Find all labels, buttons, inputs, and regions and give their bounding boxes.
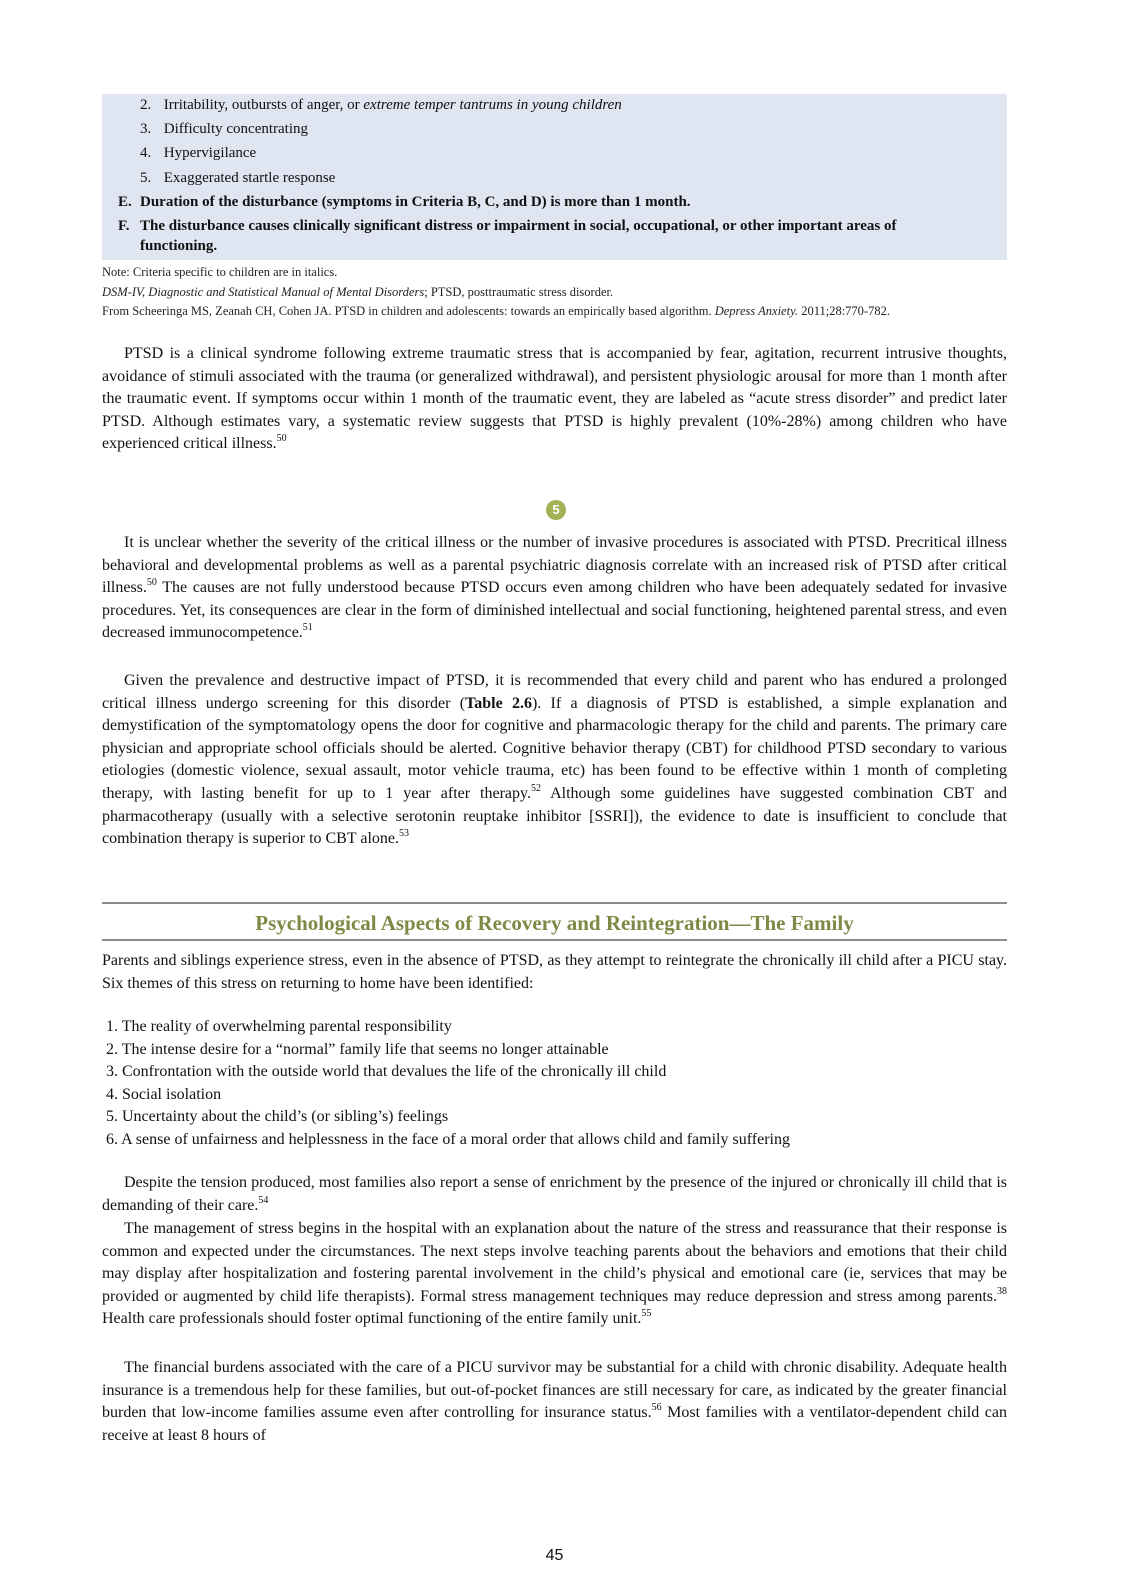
paragraph-text: Despite the tension produced, most families also report a sense of enrichment by the presence of the injured or chronically ill child that is demanding of their care. (102, 1174, 1007, 1214)
table-abbreviations (102, 284, 1002, 300)
item-number: 3. (140, 121, 152, 137)
reference-superscript[interactable]: 50 (146, 577, 157, 589)
page-number: 45 (545, 1547, 564, 1564)
source-citation: 2011;28:770-782. (798, 304, 890, 318)
paragraph-text: ). If a diagnosis of PTSD is established, a simple explanation and demystification of the symptomatology opens the door for cognitive and pharmacologic therapy for the child and parents. The primary care physician and appropriate school officials should be alerted. Cognitive behavior therapy (CBT) for childhood PTSD secondary to various etiologies (domestic violence, sexual assault, motor vehicle trauma, etc) has been found to be effective within 1 month of completing therapy, with lasting benefit for up to 1 year after therapy. (102, 694, 1008, 802)
item-text: Duration of the disturbance (symptoms in Criteria B, C, and D) is more than 1 month. (140, 194, 691, 210)
list-item: 5. Uncertainty about the child’s (or sibling’s) feelings (106, 1108, 449, 1126)
item-text: The disturbance causes clinically significant distress or impairment in social, occupational, or other important areas of functioning. (140, 218, 897, 254)
paragraph-text: Health care professionals should foster optimal functioning of the entire family unit. (102, 1310, 642, 1328)
list-item: 6. A sense of unfairness and helplessness in the face of a moral order that allows child and family suffering (106, 1130, 790, 1148)
list-item: 3. Confrontation with the outside world that devalues the life of the chronically ill child (106, 1063, 667, 1081)
section-number-badge: 5 (546, 500, 566, 520)
item-letter: E. (118, 194, 132, 210)
item-text-italic: extreme temper tantrums in young children (363, 97, 622, 113)
criteria-sub-item (140, 169, 335, 187)
criteria-box (102, 94, 1007, 260)
source-text: From Scheeringa MS, Zeanah CH, Cohen JA. PTSD in children and adolescents: towards an empirically based algorithm. (102, 304, 715, 318)
paragraph-text: The management of stress begins in the hospital with an explanation about the nature of the stress and reassurance that their response is common and expected under the circumstances. The next steps involve teaching parents about the behaviors and emotions that their child may display after hospitalization and fostering parental involvement in the child’s physical and emotional care (ie, services that may be provided or augmented by child life therapists). Formal stress management techniques may reduce depression and stress among parents. (102, 1220, 1007, 1305)
paragraph-text: Given the prevalence and destructive impact of PTSD, it is recommended that every child and parent who has endured a prolonged critical illness undergo screening for this disorder ( (102, 672, 1007, 712)
table-source (102, 303, 1014, 319)
paragraph-text: The financial burdens associated with the care of a PICU survivor may be substantial for a child with chronic disability. Adequate health insurance is a tremendous help for these families, but out-of-pocket finances are still necessary for care, as indicated by the greater financial burden that low-income families assume even after controlling for insurance status. (102, 1359, 1007, 1422)
reference-superscript[interactable]: 50 (276, 433, 287, 445)
criteria-main-item (118, 192, 977, 212)
reference-superscript[interactable]: 55 (641, 1308, 652, 1320)
table-note: Note: Criteria specific to children are in italics. (102, 265, 338, 279)
reference-superscript[interactable]: 53 (398, 828, 409, 840)
paragraph: Parents and siblings experience stress, even in the absence of PTSD, as they attempt to reintegrate the chronically ill child after a PICU stay. Six themes of this stress on returning to home have been identified: (102, 952, 1007, 992)
criteria-sub-item (140, 96, 622, 114)
item-text: Exaggerated startle response (163, 170, 336, 186)
reference-superscript[interactable]: 38 (997, 1285, 1007, 1297)
item-number: 5. (140, 170, 152, 186)
paragraph (102, 1357, 1007, 1447)
reference-superscript[interactable]: 56 (651, 1402, 662, 1414)
paragraph-text: The causes are not fully understood because PTSD occurs even among children who have been adequately sedated for invasive procedures. Yet, its consequences are clear in the form of diminished intellectual and social functioning, heightened parental stress, and even decreased immunocompetence. (102, 579, 1007, 642)
heading-rule-top (102, 902, 1007, 904)
list-item: 1. The reality of overwhelming parental responsibility (106, 1018, 452, 1035)
stress-themes-list (106, 1016, 1006, 1152)
list-item: 4. Social isolation (106, 1085, 222, 1103)
criteria-sub-item (140, 144, 256, 162)
abbrev-rest: ; PTSD, posttraumatic stress disorder. (424, 285, 614, 299)
paragraph (102, 670, 1007, 851)
paragraph (102, 1172, 1007, 1217)
paragraph-text: PTSD is a clinical syndrome following extreme traumatic stress that is accompanied by fear, agitation, recurrent intrusive thoughts, avoidance of stimuli associated with the trauma (or generalized withdrawal), and persistent physiologic arousal for more than 1 month after the traumatic event. If symptoms occur within 1 month of the traumatic event, they are labeled as “acute stress disorder” and predict later PTSD. Although estimates vary, a systematic review suggests that PTSD is highly prevalent (10%-28%) among children who have experienced critical illness. (102, 345, 1007, 453)
item-number: 4. (140, 145, 152, 161)
reference-superscript[interactable]: 54 (258, 1194, 269, 1206)
item-number: 2. (140, 97, 152, 113)
item-letter: F. (118, 218, 130, 234)
criteria-sub-item (140, 120, 308, 138)
item-text: Hypervigilance (163, 145, 257, 161)
item-text: Irritability, outbursts of anger, or (163, 97, 364, 113)
paragraph-text: It is unclear whether the severity of the critical illness or the number of invasive procedures is associated with PTSD. Precritical illness behavioral and developmental problems as well as a parental psychiatric diagnosis correlate with an increased risk of PTSD after critical illness. (102, 534, 1007, 597)
paragraph (102, 343, 1007, 456)
abbrev-italic: DSM-IV, Diagnostic and Statistical Manual of Mental Disorders (102, 285, 425, 299)
table-reference[interactable]: Table 2.6 (465, 694, 532, 712)
section-heading: Psychological Aspects of Recovery and Reintegration—The Family (255, 911, 854, 935)
paragraph (102, 532, 1007, 645)
item-text: Difficulty concentrating (163, 121, 309, 137)
criteria-main-item (118, 216, 977, 256)
source-journal: Depress Anxiety. (714, 304, 799, 318)
heading-rule-bottom (102, 939, 1007, 941)
reference-superscript[interactable]: 51 (302, 622, 313, 634)
paragraph (102, 1218, 1007, 1331)
paragraph-text: Although some guidelines have suggested combination CBT and pharmacotherapy (usually with a selective serotonin reuptake inhibitor [SSRI]), the evidence to date is insufficient to conclude that combination therapy is superior to CBT alone. (102, 784, 1008, 848)
paragraph-text: Most families with a ventilator-dependent child can receive at least 8 hours of (102, 1404, 1008, 1444)
reference-superscript[interactable]: 52 (530, 782, 541, 794)
list-item: 2. The intense desire for a “normal” family life that seems no longer attainable (106, 1040, 609, 1058)
